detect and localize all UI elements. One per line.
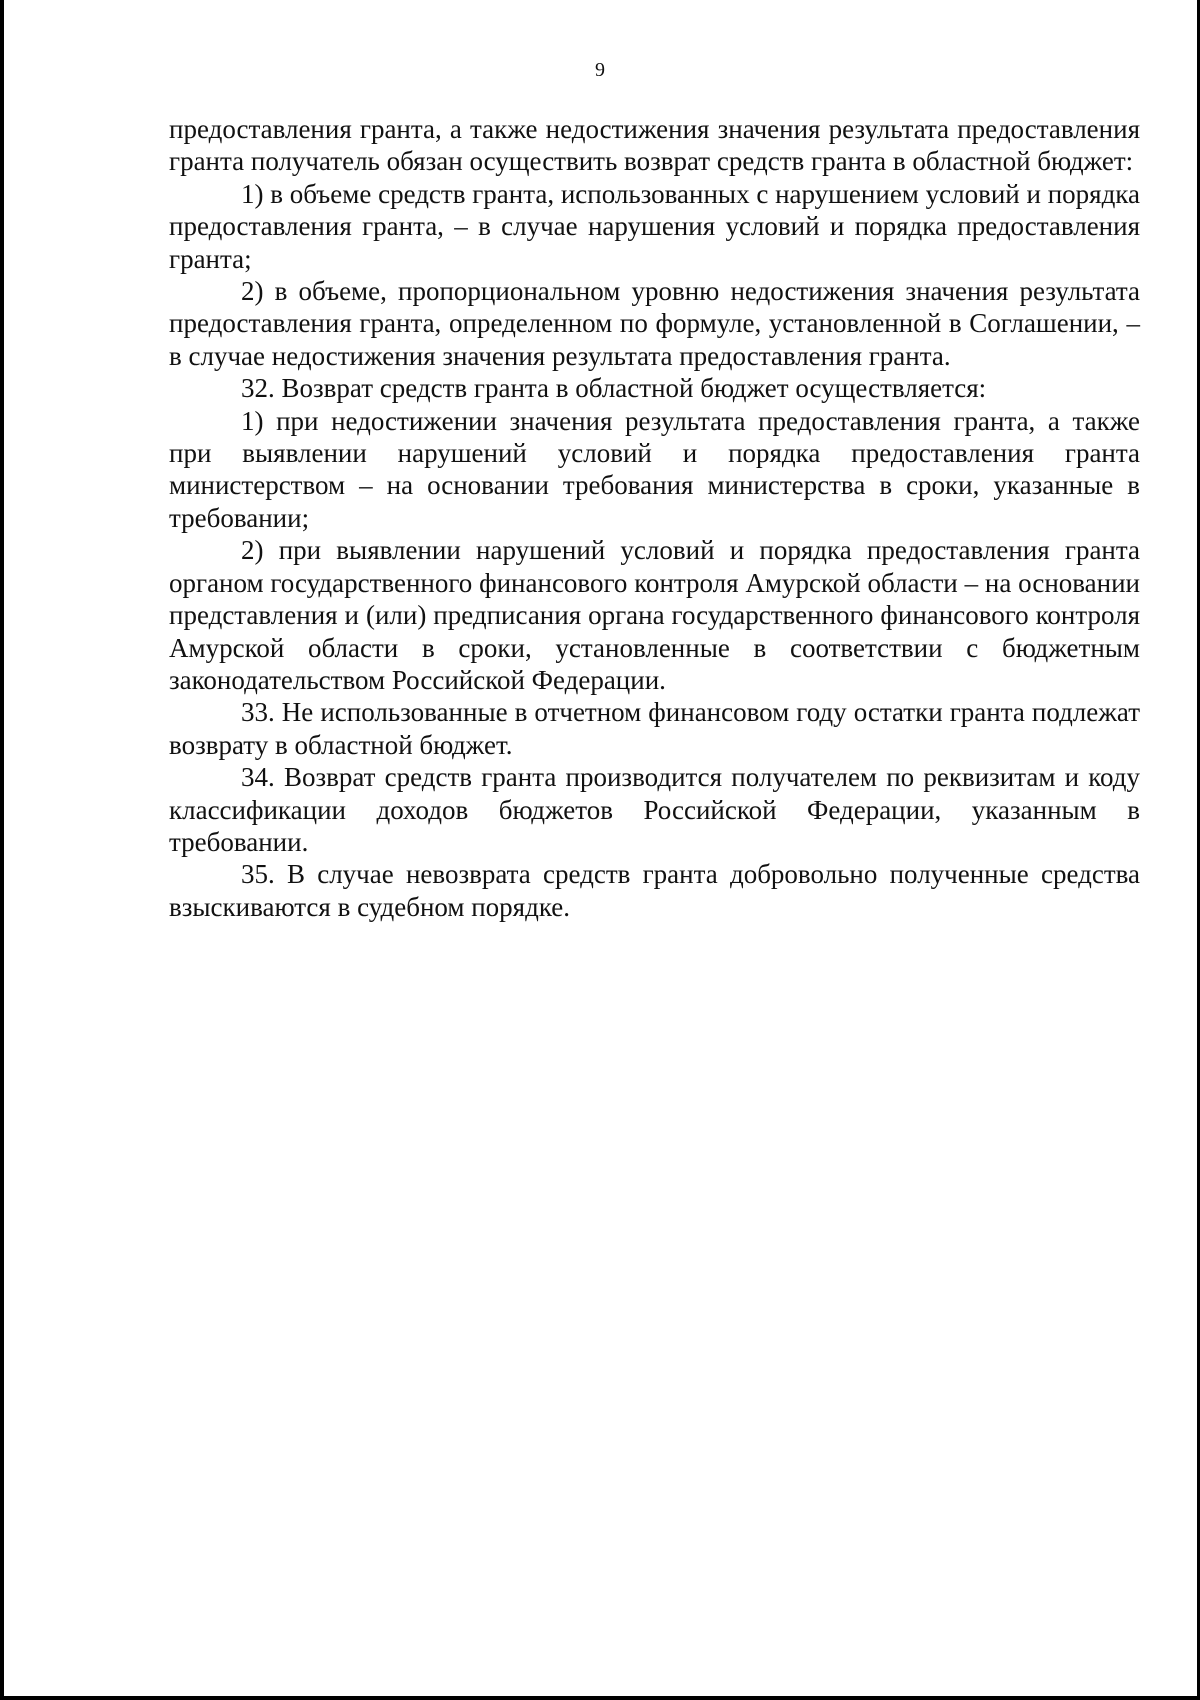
paragraph-clause-32-item-1: 1) при недостижении значения результата предоставления гранта, а также при выявлении нарушений условий и порядка предоставления гранта министерством – на основании требования министерства в сроки, указанные в требовании; — [169, 405, 1140, 533]
scan-border-left — [0, 0, 4, 1700]
paragraph-clause-32: 32. Возврат средств гранта в областной бюджет осуществляется: — [241, 373, 987, 404]
scan-border-bottom — [0, 1696, 1200, 1700]
document-body — [169, 113, 1140, 923]
page-number: 9 — [595, 59, 605, 81]
paragraph-clause-34: 34. Возврат средств гранта производится получателем по реквизитам и коду классификации доходов бюджетов Российской Федерации, указанным в требовании. — [169, 762, 1140, 857]
paragraph-clause-33: 33. Не использованные в отчетном финансовом году остатки гранта подлежат возврату в областной бюджет. — [169, 697, 1140, 760]
paragraph-clause-32-item-2: 2) при выявлении нарушений условий и порядка предоставления гранта органом государственного финансового контроля Амурской области – на основании представления и (или) предписания органа государственного финансового контроля Амурской области в сроки, установленные в соответствии с бюджетным законодательством Российской Федерации. — [169, 535, 1140, 695]
paragraph-item-1-violation: 1) в объеме средств гранта, использованных с нарушением условий и порядка предоставления гранта, – в случае нарушения условий и порядка предоставления гранта; — [169, 178, 1140, 274]
paragraph-continuation: предоставления гранта, а также недостижения значения результата предоставления гранта получатель обязан осуществить возврат средств гранта в областной бюджет: — [169, 114, 1140, 177]
paragraph-item-2-underachievement: 2) в объеме, пропорциональном уровню недостижения значения результата предоставления гранта, определенном по формуле, установленной в Соглашении, – в случае недостижения значения результата предоставления гранта. — [169, 276, 1140, 371]
paragraph-clause-35: 35. В случае невозврата средств гранта добровольно полученные средства взыскиваются в судебном порядке. — [169, 859, 1140, 922]
